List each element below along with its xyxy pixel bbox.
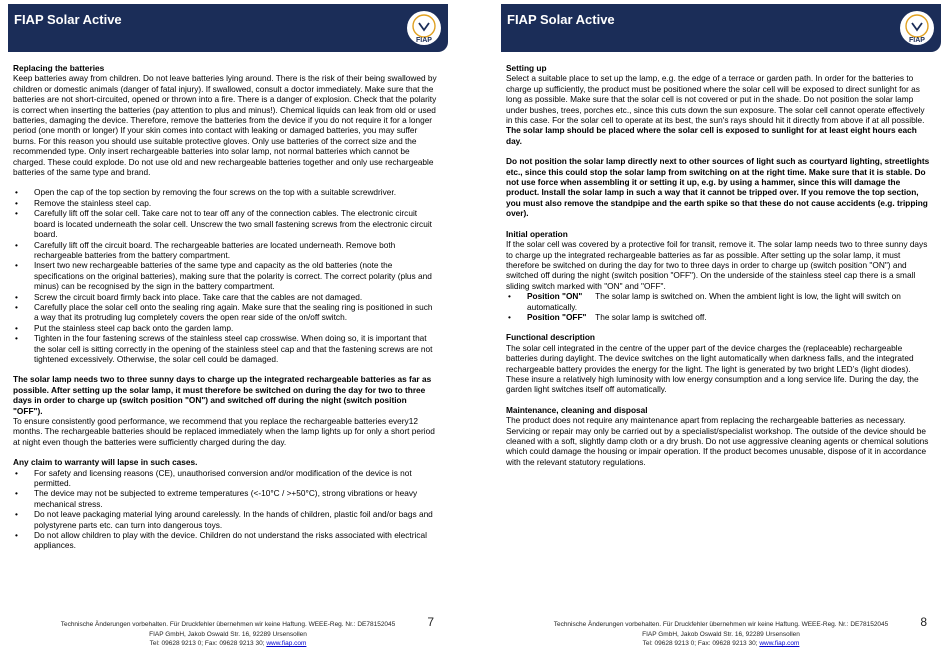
list-item: • Tighten in the four fastening screws of the stainless steel cap crosswise. When doing so, it is important that the solar cell is sitting correctly in the opening of the stainless steel cap and that the fastening screws are not tightened excessively. Otherwise, the solar cell could be damaged. <box>13 333 438 364</box>
footer-legal: Technische Änderungen vorbehalten. Für Druckfehler übernehmen wir keine Haftung. WEEE-Reg. Nr.: DE78152045 <box>60 621 396 628</box>
intro-text: Keep batteries away from children. Do not leave batteries lying around. There is the risk of their being swallowed by children or domestic animals (danger of fatal injury). If swallowed, consult a doctor immediately. Make sure that the batteries are not short-circuited, opened or thrown into a fire. There is a danger of explosion. Check that the polarity is correct when inserting the batteries (pay attention to plus and minus!). Chemical liquids can leak from old or used batteries, damaging the device. Therefore, remove the batteries from the device if you do not require it for a longer period (one month or longer) If your skin comes into contact with leaking or damaged batteries, you may suffer burns. For this reason you should use suitable protective gloves. Only use batteries of the correct size and the recommended type. Only insert rechargeable batteries into solar lamp, not normal batteries which cannot be charged. These could explode. Do not use old and new rechargeable batteries together and only use rechargeable batteries of the same type and brand. <box>13 73 437 178</box>
footer-address: FIAP GmbH, Jakob Oswald Str. 16, 92289 Ursensollen <box>642 630 800 638</box>
content-right <box>506 63 931 477</box>
position-text: The solar lamp is switched off. <box>595 311 707 322</box>
header-title: FIAP Solar Active <box>507 12 615 27</box>
warranty-title: Any claim to warranty will lapse in such cases. <box>13 457 198 468</box>
footer-contact: Tel: 09628 9213 0; Fax: 09628 9213 30; www.fiap.com <box>149 640 307 647</box>
list-item: • Put the stainless steel cap back onto the garden lamp. <box>13 323 438 333</box>
func-title: Functional description <box>506 332 595 343</box>
page-number: 8 <box>920 615 927 629</box>
footer-address: FIAP GmbH, Jakob Oswald Str. 16, 92289 Ursensollen <box>149 630 307 638</box>
page-header <box>8 4 448 52</box>
list-item: • Insert two new rechargeable batteries of the same type and capacity as the old batteries (note the specifications on the original batteries), making sure that the polarity is correct. The correct polarity (plus and minus) can be recognised by the sign in the battery compartment. <box>13 260 438 291</box>
maint-text: The product does not require any maintenance apart from replacing the rechargeable batteries as necessary. Servicing or repair may only be carried out by a specialist/specialist workshop. The outside of the device should be cleaned with a soft, slightly damp cloth or a dry brush. Do not use aggressive cleaning agents or chemical solutions which could damage the housing or impair operation. If the product becomes unusable, dispose of it in accordance with the relevant statutory regulations. <box>506 415 929 467</box>
content-left <box>13 63 438 561</box>
fiap-logo-icon <box>406 10 442 46</box>
fiap-logo-icon <box>899 10 935 46</box>
page-number: 7 <box>427 615 434 629</box>
list-item: • Carefully lift off the circuit board. The rechargeable batteries are located underneath. Remove both rechargeable batteries from the battery compartment. <box>13 240 438 261</box>
charge-bold-text: The solar lamp needs two to three sunny days to charge up the integrated rechargeable batteries as far as possible. After setting up the solar lamp, it must therefore be switched on during the day for two to three days in order to charge up (switch position "ON") and switched off during the night (switch position "OFF"). <box>13 374 432 416</box>
footer-contact: Tel: 09628 9213 0; Fax: 09628 9213 30; www.fiap.com <box>642 640 800 647</box>
charge-text: To ensure consistently good performance, we recommend that you replace the rechargeable batteries every12 months. The rechargeable batteries should be replaced immediately when the lamp lights up for only a short period at night even though the batteries were sufficiently charged during the day. <box>13 416 435 447</box>
list-item: • Remove the stainless steel cap. <box>13 198 438 208</box>
footer-legal: Technische Änderungen vorbehalten. Für Druckfehler übernehmen wir keine Haftung. WEEE-Reg. Nr.: DE78152045 <box>553 621 889 628</box>
website-link[interactable]: www.fiap.com <box>759 640 800 647</box>
func-text: The solar cell integrated in the centre of the upper part of the device charges the (replaceable) rechargeable batteries during daylight. The device switches on the light automatically when darkness falls, and the integrated rechargeable battery provides the energy for the light. The light is generated by two bright LED’s (light diodes). These insure a relatively high luminosity with low energy consumption and a long service life. During the day, the garden light switches itself off automatically. <box>506 342 919 395</box>
setup-warning-text: Do not position the solar lamp directly next to other sources of light such as courtyard lighting, streetlights etc., since this could stop the solar lamp from switching on at the right time. Make sure that it is stable. Do not use force when assembling it or setting it up, e.g. by using a hammer, since this will damage the product. Install the solar lamp in such a way that it cannot be tripped over. If you remove the top section, you must also remove the standpipe and the earth spike so that these do not cause accidents (e.g. tripping over). <box>506 156 930 219</box>
website-link[interactable]: www.fiap.com <box>266 640 307 647</box>
setup-bold-text: The solar lamp should be placed where the solar cell is exposed to sunlight for at least eight hours each day. <box>506 125 917 146</box>
position-label: Position "ON" <box>527 291 583 302</box>
section-title: Replacing the batteries <box>13 63 105 73</box>
svg-text:FIAP: FIAP <box>909 37 925 44</box>
list-item: • Screw the circuit board firmly back into place. Take care that the cables are not damaged. <box>13 292 438 302</box>
list-item: • Carefully lift off the solar cell. Take care not to tear off any of the connection cables. The electronic circuit board is located underneath the solar cell. Unscrew the two small fastening screws from the electronic circuit board. <box>13 208 438 239</box>
list-item: • Open the cap of the top section by removing the four screws on the top with a suitable screwdriver. <box>13 187 438 197</box>
list-item: • Do not allow children to play with the device. Children do not understand the risks associated with electrical appliances. <box>13 530 438 551</box>
steps-list <box>13 187 438 364</box>
header-title: FIAP Solar Active <box>14 12 122 27</box>
position-text: The solar lamp is switched on. When the ambient light is low, the light will switch on automatically. <box>527 291 901 312</box>
page-header <box>501 4 941 52</box>
setup-text: Select a suitable place to set up the lamp, e.g. the edge of a terrace or garden path. In order for the batteries to charge up sufficiently, the product must be positioned where the solar cell will be exposed to direct sunlight for as long as possible. Make sure that the solar cell is not covered or put in the shade. Do not position the solar lamp under bushes, trees, porches etc., since this cuts down the sun exposure. The solar cell cannot operate effectively in this case. For the solar cell to operate at its best, the sun's rays should hit it directly from above if at all possible. <box>506 73 925 126</box>
list-item: • The device may not be subjected to extreme temperatures (<-10°C / >+50°C), strong vibrations or heavy mechanical stress. <box>13 488 438 509</box>
setup-title: Setting up <box>506 63 547 73</box>
list-item <box>506 312 931 322</box>
list-item: • For safety and licensing reasons (CE), unauthorised conversion and/or modification of the device is not permitted. <box>13 468 438 489</box>
list-item <box>506 291 931 312</box>
positions-list <box>506 291 931 322</box>
page-footer <box>8 615 448 649</box>
maint-title: Maintenance, cleaning and disposal <box>506 404 648 415</box>
page-right <box>501 0 941 660</box>
page-footer <box>501 615 941 649</box>
svg-text:FIAP: FIAP <box>416 37 432 44</box>
warranty-list <box>13 468 438 551</box>
page-left <box>8 0 448 660</box>
list-item: • Carefully place the solar cell onto the sealing ring again. Make sure that the sealing ring is positioned in such a way that its protruding lug completely covers the open rear side of the on/off switch. <box>13 302 438 323</box>
init-text: If the solar cell was covered by a protective foil for transit, remove it. The solar lamp needs two to three sunny days to charge up the integrated rechargeable batteries as far as possible. After setting up the solar lamp, it must therefore be switched on during the day for two to three days in order to charge up (switch position "ON") and switched off during the night (switch position "OFF"). On the underside of the stainless steel cap there is a small sliding switch marked with "ON" and "OFF". <box>506 239 928 291</box>
position-label: Position "OFF" <box>527 311 587 322</box>
list-item: • Do not leave packaging material lying around carelessly. In the hands of children, plastic foil and/or bags and polystyrene parts etc. can turn into dangerous toys. <box>13 509 438 530</box>
init-title: Initial operation <box>506 228 568 239</box>
